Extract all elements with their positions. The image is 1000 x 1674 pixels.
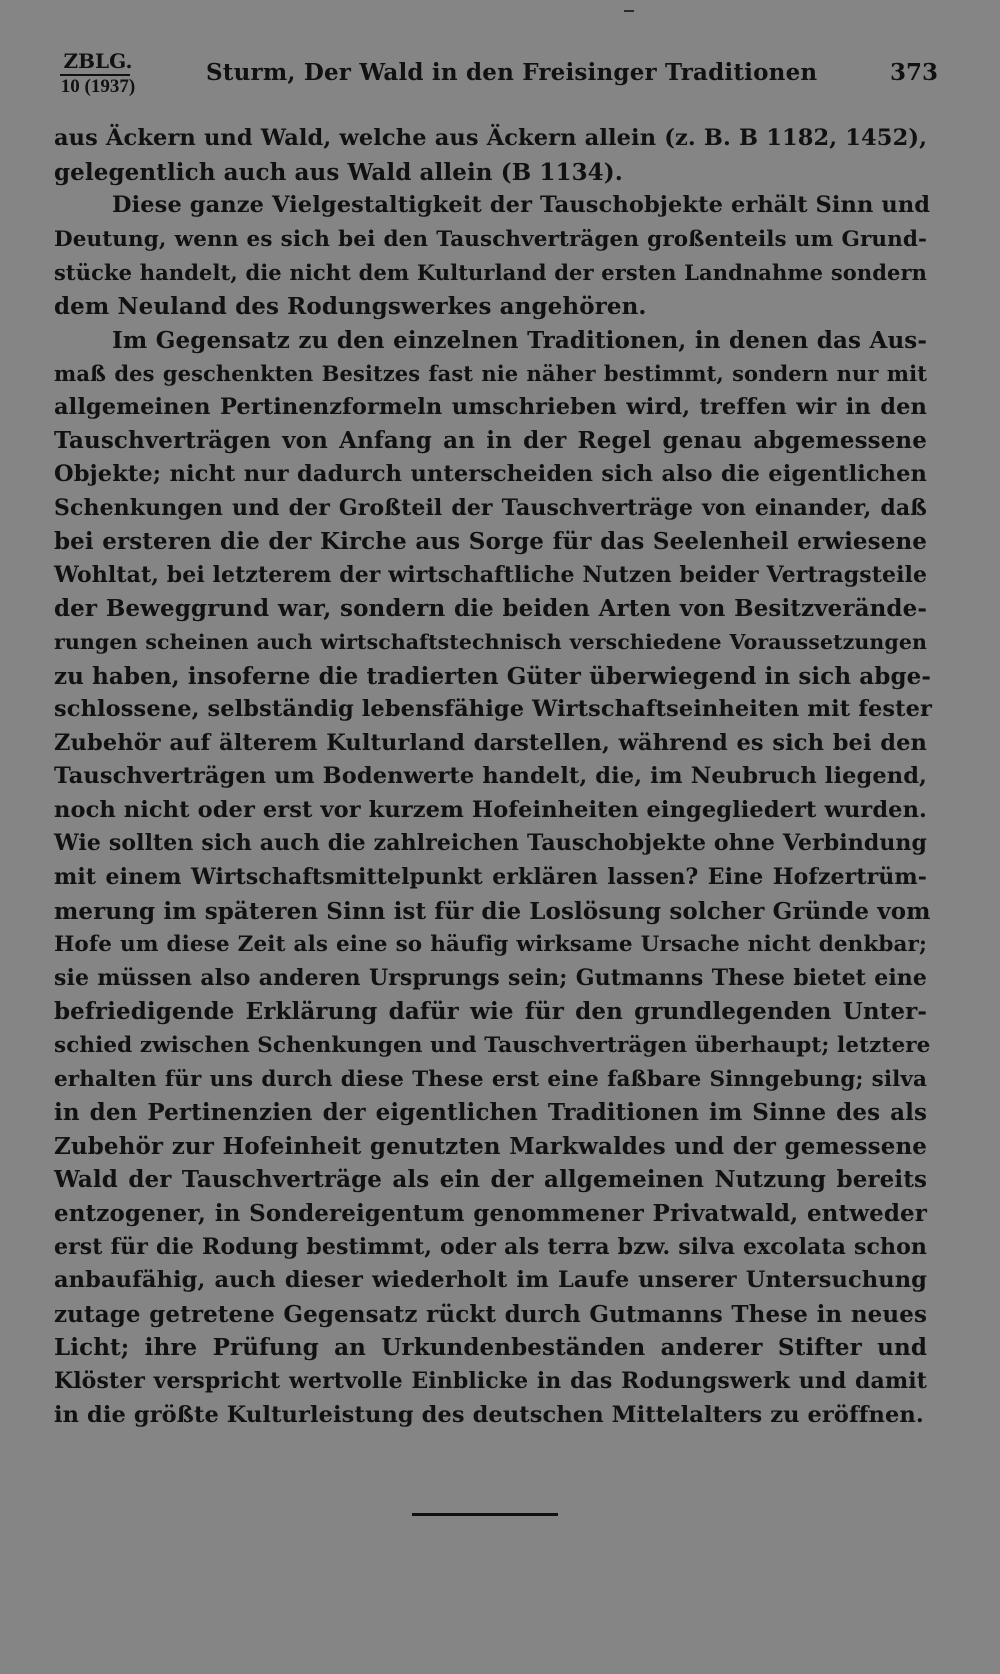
text-line: der Beweggrund war, sondern die beiden Arten von Besitzverände- <box>54 595 927 623</box>
page-number: 373 <box>889 59 938 86</box>
text-line: schlossene, selbständig lebensfähige Wirtschaftseinheiten mit fester <box>54 696 933 723</box>
text-line: Wald der Tauschverträge als ein der allgemeinen Nutzung bereits <box>54 1166 927 1194</box>
text-line: merung im späteren Sinn ist für die Loslösung solcher Gründe vom <box>54 897 931 925</box>
section-end-rule <box>412 1513 558 1516</box>
text-line: maß des geschenkten Besitzes fast nie näher bestimmt, sondern nur mit <box>54 361 927 387</box>
text-line: Licht; ihre Prüfung an Urkundenbeständen anderer Stifter und <box>54 1334 927 1362</box>
text-line: dem Neuland des Rodungswerkes angehören. <box>54 292 647 320</box>
text-line: in die größte Kulturleistung des deutschen Mittelalters zu eröffnen. <box>54 1401 924 1428</box>
text-line: Hofe um diese Zeit als eine so häufig wirksame Ursache nicht denkbar; <box>54 932 927 958</box>
text-line: entzogener, in Sondereigentum genommener Privatwald, entweder <box>54 1200 927 1227</box>
body-text <box>54 122 933 1432</box>
text-line: zu haben, insoferne die tradierten Güter überwiegend in sich abge- <box>54 662 932 690</box>
text-line: Deutung, wenn es sich bei den Tauschverträgen großenteils um Grund- <box>54 226 927 252</box>
text-line: Im Gegensatz zu den einzelnen Traditionen, in denen das Aus- <box>112 326 927 354</box>
text-line: bei ersteren die der Kirche aus Sorge für das Seelenheil erwiesene <box>54 528 927 556</box>
text-line: gelegentlich auch aus Wald allein (B 1134). <box>54 158 623 186</box>
running-title: Sturm, Der Wald in den Freisinger Traditionen <box>206 59 818 86</box>
text-line: zutage getretene Gegensatz rückt durch Gutmanns These in neues <box>54 1300 927 1328</box>
journal-volume: 10 (1937) <box>60 76 136 97</box>
text-line: mit einem Wirtschaftsmittelpunkt erklären lassen? Eine Hofzertrüm- <box>54 864 927 891</box>
text-line: in den Pertinenzien der eigentlichen Traditionen im Sinne des als <box>54 1099 927 1127</box>
text-line: Zubehör zur Hofeinheit genutzten Markwaldes und der gemessene <box>54 1132 927 1160</box>
text-line: schied zwischen Schenkungen und Tauschverträgen überhaupt; letztere <box>54 1033 931 1059</box>
text-line: anbaufähig, auch dieser wiederholt im Laufe unserer Untersuchung <box>54 1267 927 1294</box>
text-line: erst für die Rodung bestimmt, oder als terra bzw. silva excolata schon <box>54 1233 927 1260</box>
text-line: Zubehör auf älterem Kulturland darstellen, während es sich bei den <box>54 729 927 756</box>
text-line: befriedigende Erklärung dafür wie für den grundlegenden Unter- <box>54 998 927 1026</box>
text-line: noch nicht oder erst vor kurzem Hofeinheiten eingegliedert wurden. <box>54 796 927 823</box>
text-line: Tauschverträgen von Anfang an in der Regel genau abgemessene <box>54 427 927 455</box>
text-line: Diese ganze Vielgestaltigkeit der Tauschobjekte erhält Sinn und <box>112 192 931 219</box>
text-line: Wie sollten sich auch die zahlreichen Tauschobjekte ohne Verbindung <box>54 830 927 857</box>
text-line: stücke handelt, die nicht dem Kulturland der ersten Landnahme sondern <box>54 260 927 286</box>
text-line: Tauschverträgen um Bodenwerte handelt, die, im Neubruch liegend, <box>54 763 927 790</box>
top-dash-mark <box>624 10 634 12</box>
text-line: erhalten für uns durch diese These erst eine faßbare Sinngebung; silva <box>54 1066 927 1092</box>
text-line: allgemeinen Pertinenzformeln umschrieben wird, treffen wir in den <box>54 393 927 420</box>
text-line: sie müssen also anderen Ursprungs sein; Gutmanns These bietet eine <box>54 964 927 991</box>
text-line: Wohltat, bei letzterem der wirtschaftliche Nutzen beider Vertragsteile <box>54 561 928 588</box>
text-line: Klöster verspricht wertvolle Einblicke in das Rodungswerk und damit <box>54 1367 927 1394</box>
text-line: rungen scheinen auch wirtschaftstechnisch verschiedene Voraussetzungen <box>54 629 927 654</box>
page-header <box>58 50 938 102</box>
text-line: aus Äckern und Wald, welche aus Äckern allein (z. B. B 1182, 1452), <box>54 125 927 151</box>
text-line: Schenkungen und der Großteil der Tauschverträge von einander, daß <box>54 494 927 521</box>
journal-abbreviation: ZBLG. <box>63 49 133 73</box>
text-line: Objekte; nicht nur dadurch unterscheiden sich also die eigentlichen <box>54 460 927 487</box>
